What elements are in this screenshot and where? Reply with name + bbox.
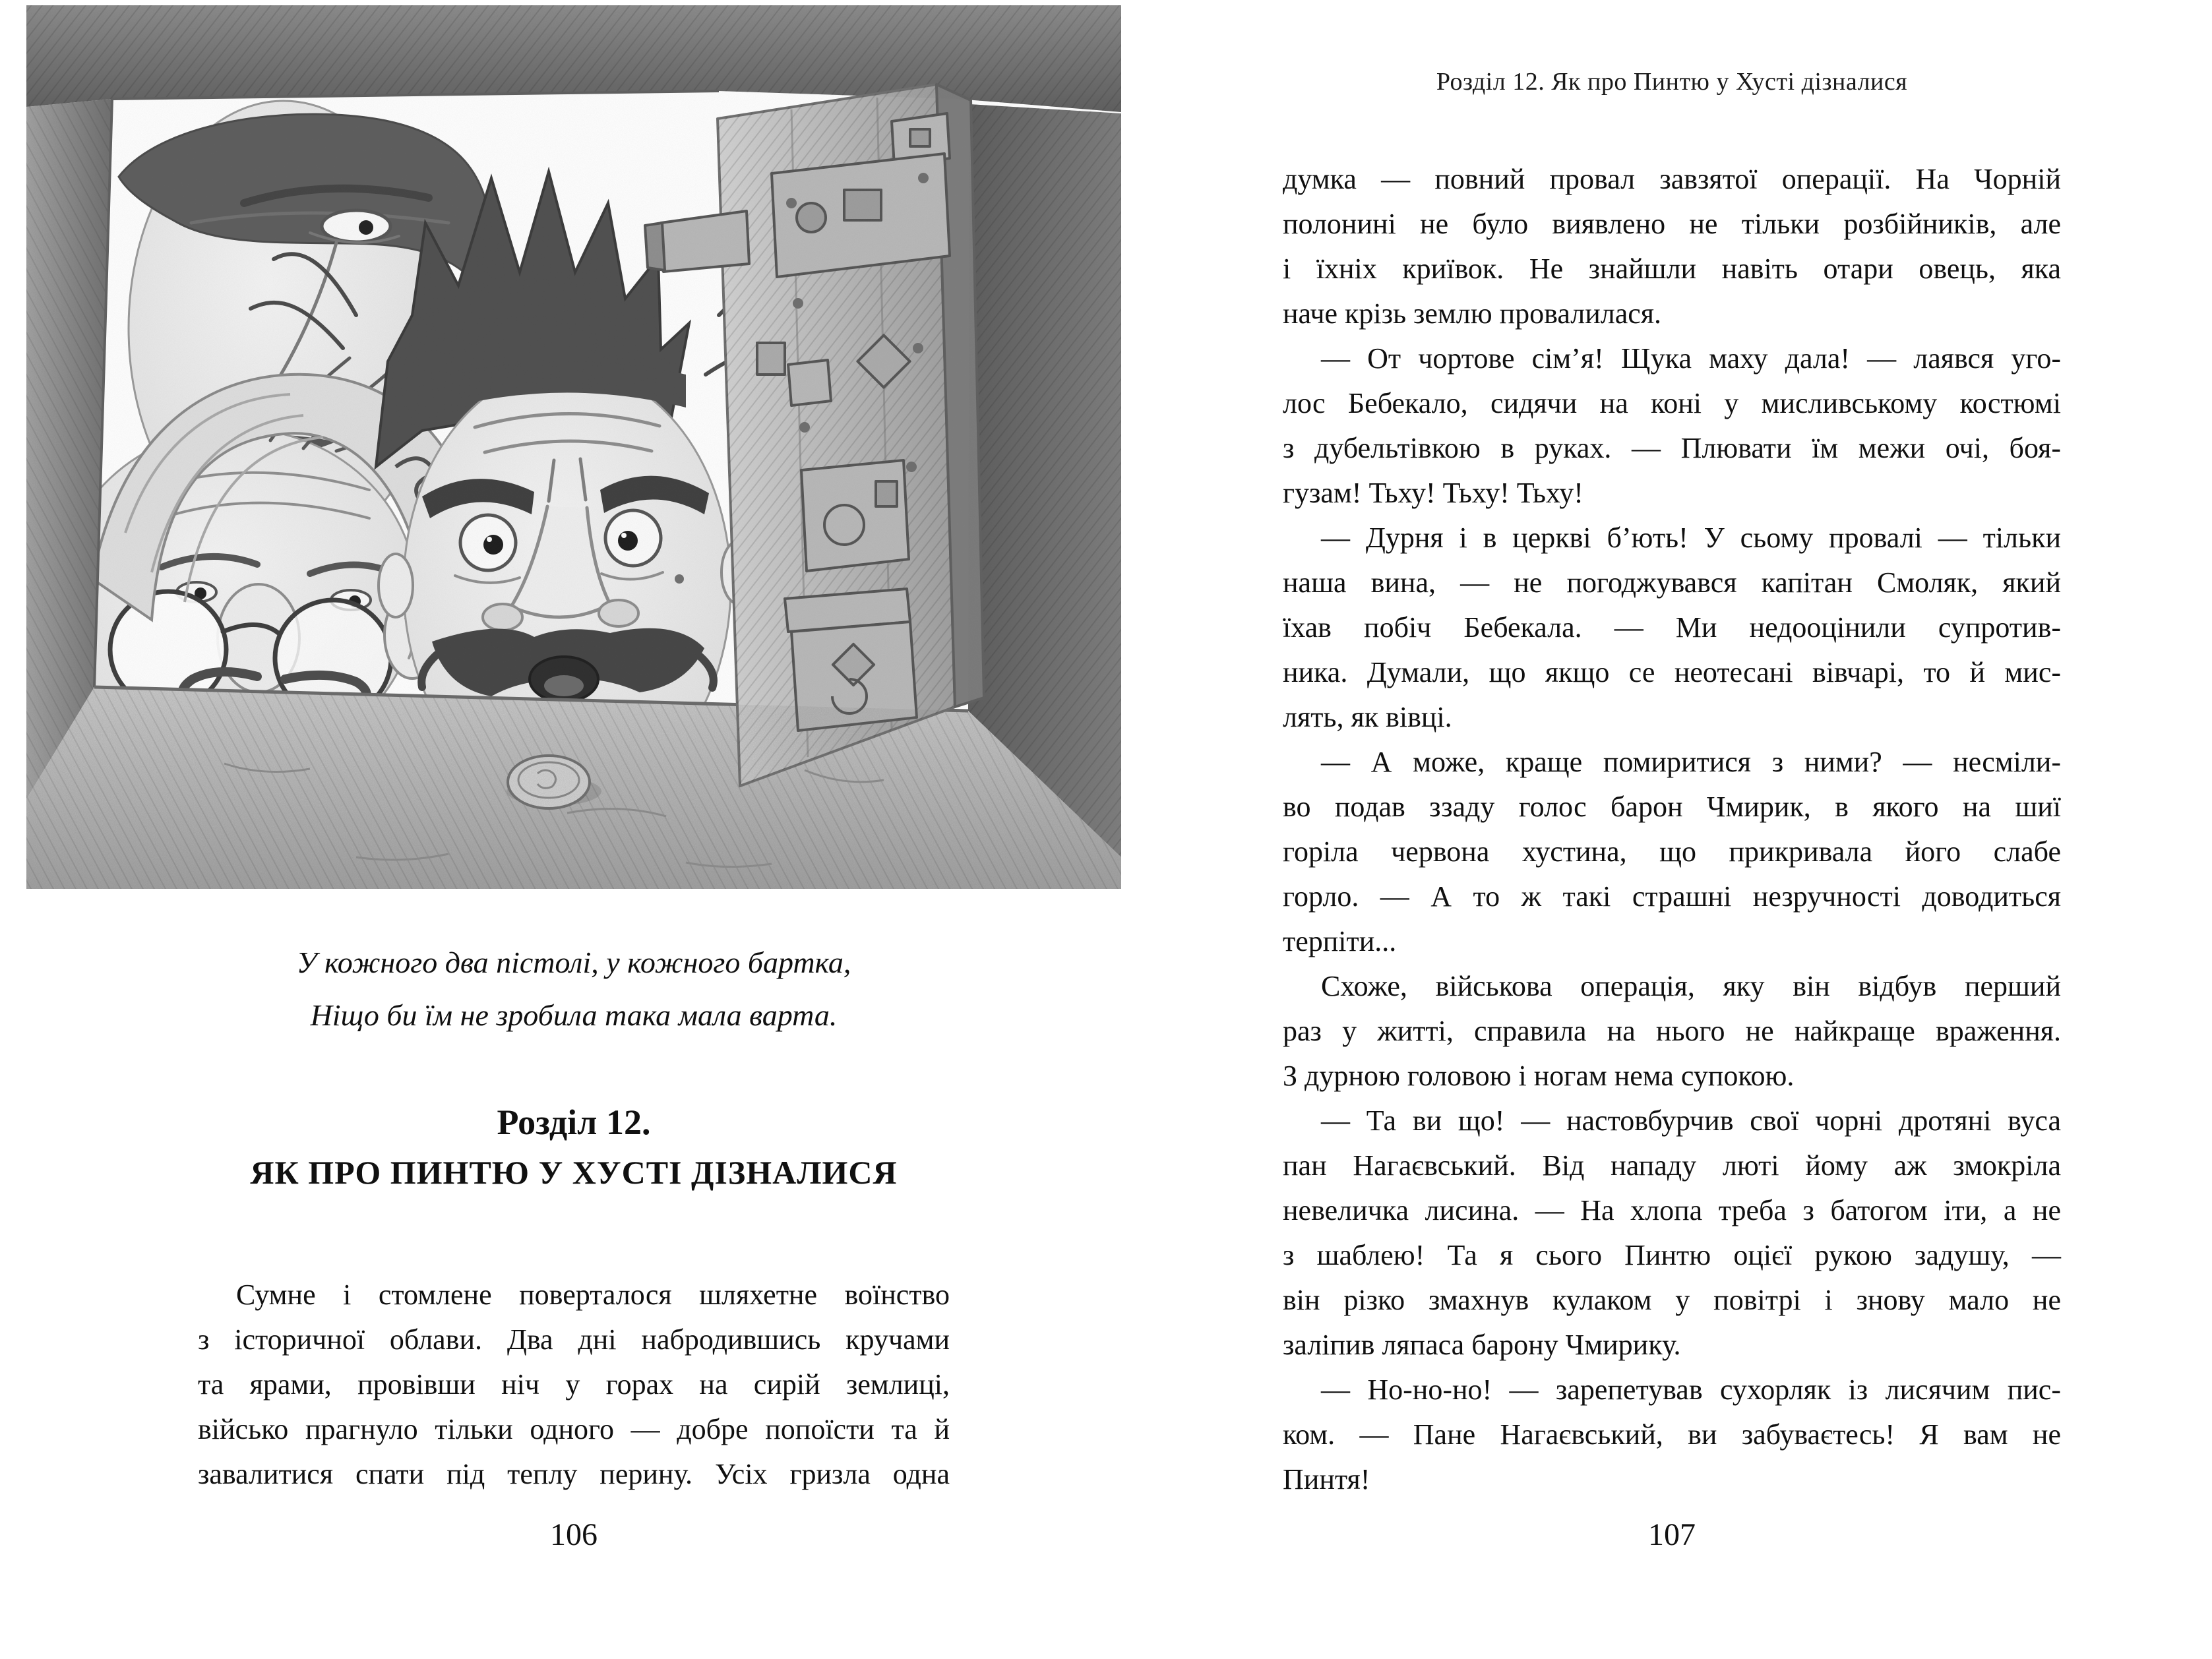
paper-texture bbox=[26, 5, 1121, 889]
illustration-chest-scene bbox=[26, 5, 1121, 889]
paragraph bbox=[198, 1273, 950, 1497]
text-line: полонині не було виявлено не тільки розбійників, але bbox=[1283, 208, 2061, 240]
text-line: пан Нагаєвський. Від нападу люті йому аж змокріла bbox=[1283, 1149, 2061, 1182]
text-line: він різко змахнув кулаком у повітрі і знову мало не bbox=[1283, 1284, 2061, 1316]
pencil-illustration bbox=[26, 5, 1121, 889]
text-line: — Та ви що! — настовбурчив свої чорні дротяні вуса bbox=[1321, 1104, 2061, 1137]
text-line: з історичної облави. Два дні набродившись кручами bbox=[198, 1323, 950, 1356]
text-line: наче крізь землю провалилася. bbox=[1283, 297, 1662, 330]
text-line: ком. — Пане Нагаєвський, ви забуваєтесь! Я вам не bbox=[1283, 1418, 2061, 1451]
caption-line-1: У кожного два пістолі, у кожного бартка, bbox=[296, 946, 851, 979]
illustration-caption bbox=[198, 936, 950, 1042]
caption-line-2: Ніщо би їм не зробила така мала варта. bbox=[310, 998, 838, 1032]
text-line: во подав ззаду голос барон Чмирик, в якого на шиї bbox=[1283, 791, 2061, 823]
text-line: думка — повний провал завзятої операції. На Чорній bbox=[1283, 163, 2061, 195]
paragraph bbox=[1283, 157, 2061, 336]
text-line: наша вина, — не погоджувався капітан Смоляк, який bbox=[1283, 566, 2061, 599]
text-line: — Дурня і в церкві б’ють! У сьому провалі — тільки bbox=[1321, 522, 2061, 554]
text-line: горіла червона хустина, що прикривала його слабе bbox=[1283, 835, 2061, 868]
text-line: Пинтя! bbox=[1283, 1463, 1370, 1495]
text-line: гузам! Тьху! Тьху! Тьху! bbox=[1283, 477, 1583, 509]
text-line: З дурною головою і ногам нема супокою. bbox=[1283, 1060, 1795, 1092]
text-line: — А може, краще помиритися з ними? — несміли- bbox=[1321, 746, 2061, 778]
paragraph bbox=[1283, 964, 2061, 1099]
paragraph bbox=[1283, 1368, 2061, 1502]
text-line: горло. — А то ж такі страшні незручності доводиться bbox=[1283, 880, 2061, 913]
paragraph bbox=[1283, 516, 2061, 740]
text-line: раз у житті, справила на нього не найкраще враження. bbox=[1283, 1015, 2061, 1047]
text-line: і їхніх криївок. Не знайшли навіть отари овець, яка bbox=[1283, 253, 2061, 285]
text-line: Схоже, військова операція, яку він відбув перший bbox=[1321, 970, 2061, 1002]
text-line: — От чортове сім’я! Щука маху дала! — лаявся уго- bbox=[1321, 342, 2061, 375]
paragraph bbox=[1283, 740, 2061, 964]
chapter-kicker: Розділ 12. bbox=[497, 1102, 651, 1142]
text-line: військо прагнуло тільки одного — добре попоїсти та й bbox=[198, 1413, 950, 1445]
page-number-right: 107 bbox=[1648, 1517, 1696, 1552]
text-line: заліпив ляпаса барону Чмирику. bbox=[1283, 1329, 1681, 1361]
text-line: терпіти... bbox=[1283, 925, 1397, 957]
right-page bbox=[1106, 0, 2212, 1659]
page-number-left: 106 bbox=[550, 1517, 598, 1552]
text-line: з дубельтівкою в руках. — Плювати їм межи очі, боя- bbox=[1283, 432, 2061, 464]
paragraph bbox=[1283, 1099, 2061, 1368]
paragraph bbox=[1283, 336, 2061, 516]
running-header: Розділ 12. Як про Пинтю у Хусті дізналися bbox=[1436, 68, 1908, 96]
chapter-title: ЯК ПРО ПИНТЮ У ХУСТІ ДІЗНАЛИСЯ bbox=[250, 1154, 898, 1191]
text-line: — Но-но-но! — зарепетував сухорляк із лисячим пис- bbox=[1321, 1373, 2061, 1406]
text-line: лос Бебекало, сидячи на коні у мисливському костюмі bbox=[1283, 387, 2061, 419]
text-line: Сумне і стомлене поверталося шляхетне воїнство bbox=[236, 1279, 950, 1311]
text-line: з шаблею! Та я сього Пинтю оцієї рукою задушу, — bbox=[1283, 1239, 2061, 1271]
text-line: та ярами, провівши ніч у горах на сирій землиці, bbox=[198, 1368, 950, 1401]
right-page-body-text bbox=[1283, 157, 2061, 1502]
text-line: невеличка лисина. — На хлопа треба з батогом іти, а не bbox=[1283, 1194, 2061, 1226]
text-line: завалитися спати під теплу перину. Усіх гризла одна bbox=[198, 1458, 950, 1490]
text-line: ника. Думали, що якщо се неотесані вівчарі, то й мис- bbox=[1283, 656, 2061, 688]
text-line: лять, як вівці. bbox=[1283, 701, 1452, 733]
left-page-body-text bbox=[198, 1273, 950, 1497]
text-line: їхав побіч Бебекала. — Ми недооцінили супротив- bbox=[1283, 611, 2061, 644]
